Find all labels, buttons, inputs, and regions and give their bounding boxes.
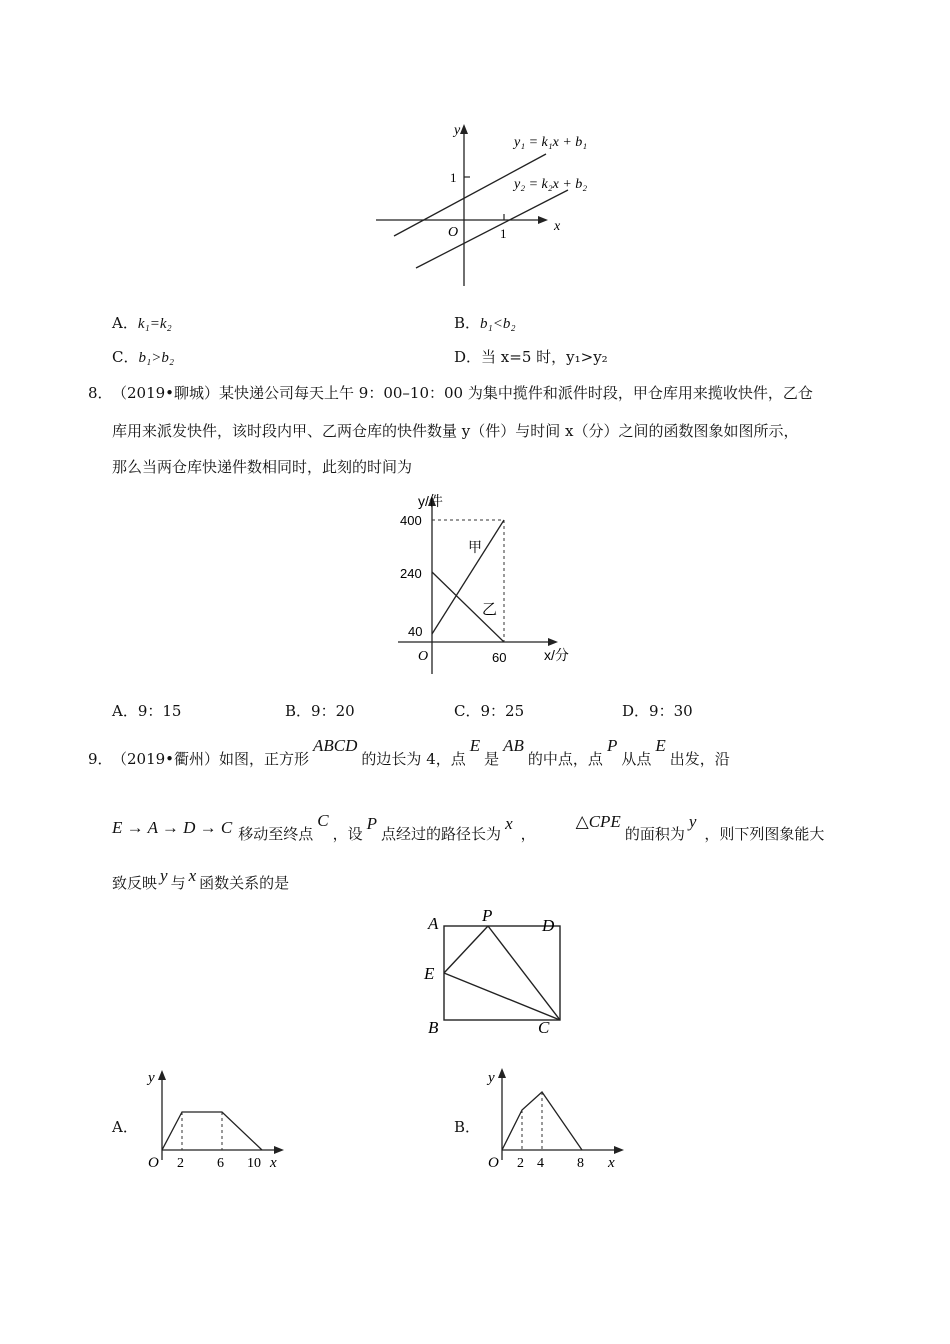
- q7-label-y: y: [454, 123, 461, 138]
- q7-option-d-letter: D．: [454, 348, 482, 366]
- q9a-tick-10: 10: [247, 1156, 261, 1171]
- q7-tick-1x: 1: [500, 226, 507, 241]
- q8-option-a-text: 9：15: [137, 702, 182, 720]
- q9-l2m3: P: [366, 814, 378, 833]
- q9a-y-label: y: [148, 1070, 155, 1086]
- q7-option-b[interactable]: [454, 313, 516, 334]
- q7-option-a-letter: A．: [112, 314, 138, 332]
- q9-l3b: 与: [170, 874, 186, 892]
- q8-x-label: x/分: [544, 647, 569, 663]
- q7-option-b-text: b₁<b₂: [480, 316, 516, 332]
- q8-y-label: y/件: [418, 493, 443, 509]
- q7-option-c[interactable]: [112, 347, 174, 368]
- q8-stem-line1: （2019•聊城）某快递公司每天上午 9：00–10：00 为集中揽件和派件时段，甲仓库用来揽收快件，乙仓: [112, 384, 813, 402]
- q9-vertex-b: B: [428, 1018, 439, 1037]
- q9-l1m4: P: [606, 736, 618, 755]
- q9b-tick-4: 4: [537, 1156, 544, 1171]
- q8-stem-line2: 库用来派发快件，该时段内甲、乙两仓库的快件数量 y（件）与时间 x（分）之间的函数图象如图所示，: [112, 422, 799, 440]
- q9-number: 9．: [88, 750, 113, 768]
- q9-l1m3: AB: [503, 736, 524, 755]
- q9-l2a: 移动至终点: [238, 825, 314, 843]
- q9-l3m2: x: [188, 866, 197, 885]
- q8-option-a[interactable]: [112, 701, 181, 721]
- q9-l2b: ，设: [332, 825, 363, 843]
- q7-option-d[interactable]: [454, 347, 608, 367]
- q7-y-arrow-icon: [460, 124, 468, 134]
- q9-l1e: 从点: [621, 750, 652, 768]
- q9-square: [444, 926, 560, 1020]
- q8-option-b-text: 9：20: [311, 702, 355, 720]
- q9-vertex-a: A: [428, 914, 439, 933]
- q7-option-d-text: 当 x=5 时，y₁>y₂: [481, 348, 608, 366]
- q9-l1f: 出发，沿: [669, 750, 730, 768]
- q9-stem-line3: [112, 866, 290, 893]
- q9-l2f: ，则下列图象能大: [704, 825, 825, 843]
- q9-vertex-c: C: [538, 1018, 550, 1037]
- q9-l1c: 是: [484, 750, 500, 768]
- q9a-tick-2: 2: [177, 1156, 184, 1171]
- q9-l1a: （2019•衢州）如图，正方形: [112, 750, 310, 768]
- q7-label-x: x: [554, 219, 561, 234]
- q8-series-jia-label: 甲: [468, 539, 482, 555]
- q9a-x-label: x: [270, 1155, 277, 1171]
- q7-option-a[interactable]: [112, 313, 172, 334]
- q8-option-d[interactable]: [622, 701, 693, 721]
- q8-option-b-letter: B．: [285, 702, 312, 720]
- q9-l3a: 致反映: [112, 874, 158, 892]
- q9-l2m5: △CPE: [575, 812, 621, 831]
- q9b-y-label: y: [488, 1070, 495, 1086]
- q7-tick-1y: 1: [450, 170, 457, 185]
- q9a-y-arrow-icon: [158, 1070, 166, 1080]
- q9-l1m1: ABCD: [313, 736, 358, 755]
- q9a-x-arrow-icon: [274, 1146, 284, 1154]
- q7-option-b-letter: B．: [454, 314, 481, 332]
- q9-l1b: 的边长为 4，点: [361, 750, 466, 768]
- q9a-origin: O: [148, 1155, 159, 1171]
- q9-vertex-d: D: [542, 916, 555, 935]
- q9-square-figure: [420, 905, 570, 1037]
- q9-option-b-graph[interactable]: [482, 1062, 630, 1172]
- q7-line-y1: [394, 154, 546, 236]
- q9-l1m5: E: [655, 736, 666, 755]
- q7-eq-y2: y₂ = k₂x + b₂: [514, 177, 588, 192]
- q8-option-c-text: 9：25: [480, 702, 525, 720]
- q9-vertex-p: P: [482, 906, 493, 925]
- q8-option-d-letter: D．: [622, 702, 650, 720]
- q9-option-a[interactable]: [112, 1117, 138, 1137]
- q8-origin: O: [418, 649, 429, 664]
- q8-x-arrow-icon: [548, 638, 558, 646]
- q9-l3c: 函数关系的是: [199, 874, 290, 892]
- q8-figure: [394, 490, 590, 676]
- q9-option-a-letter: A．: [112, 1118, 138, 1136]
- q9-l1m2: E: [469, 736, 481, 755]
- q8-option-b[interactable]: [285, 701, 355, 721]
- q8-tick-60: 60: [492, 650, 507, 665]
- q9-l2m1: E → A → D → C: [112, 818, 233, 837]
- q7-line-y2: [416, 190, 568, 268]
- q7-figure: [370, 118, 610, 290]
- q9-segment-ep: [444, 926, 488, 973]
- q9b-y-arrow-icon: [498, 1068, 506, 1078]
- q8-stem-line3: 那么当两仓库快递件数相同时，此刻的时间为: [112, 458, 413, 476]
- q9-vertex-e: E: [424, 964, 435, 983]
- q8-tick-400: 400: [400, 513, 422, 528]
- q9b-x-arrow-icon: [614, 1146, 624, 1154]
- q9-l2m2: C: [317, 811, 329, 830]
- q8-option-a-letter: A．: [112, 702, 138, 720]
- q9-l2d: ，: [520, 825, 536, 843]
- q7-label-origin: O: [448, 225, 459, 240]
- q9-l2m4: x: [505, 814, 513, 833]
- q9-l2e: 的面积为: [624, 825, 685, 843]
- q9-l1d: 的中点，点: [527, 750, 603, 768]
- q8-series-yi-label: 乙: [482, 601, 498, 618]
- q9-l3m1: y: [160, 866, 168, 885]
- q9-option-b-letter: B．: [454, 1118, 481, 1136]
- q8-tick-240: 240: [400, 566, 422, 581]
- q9b-tick-8: 8: [577, 1156, 584, 1171]
- q8-tick-40: 40: [408, 624, 423, 639]
- q9a-tick-6: 6: [217, 1156, 224, 1171]
- q7-option-c-text: b₁>b₂: [138, 350, 175, 366]
- q9-option-b[interactable]: [454, 1117, 480, 1137]
- q9a-graph-line: [162, 1112, 262, 1150]
- q7-option-a-text: k₁=k₂: [137, 316, 172, 332]
- q9-option-a-graph[interactable]: [140, 1064, 288, 1172]
- q9b-tick-2: 2: [517, 1156, 524, 1171]
- q7-option-c-letter: C．: [112, 348, 139, 366]
- q9-l2m6: y: [688, 812, 697, 831]
- q9b-origin: O: [488, 1155, 499, 1171]
- q7-x-arrow-icon: [538, 216, 548, 224]
- q8-option-d-text: 9：30: [649, 702, 693, 720]
- q8-option-c-letter: C．: [454, 702, 481, 720]
- q8-option-c[interactable]: [454, 701, 524, 721]
- q8-number: 8．: [88, 384, 113, 402]
- q9-stem-line2: [112, 811, 825, 844]
- q9-stem-line1: [112, 736, 730, 769]
- q9b-x-label: x: [608, 1155, 615, 1171]
- q7-eq-y1: y₁ = k₁x + b₁: [514, 135, 588, 150]
- q9-l2c: 点经过的路径长为: [381, 825, 502, 843]
